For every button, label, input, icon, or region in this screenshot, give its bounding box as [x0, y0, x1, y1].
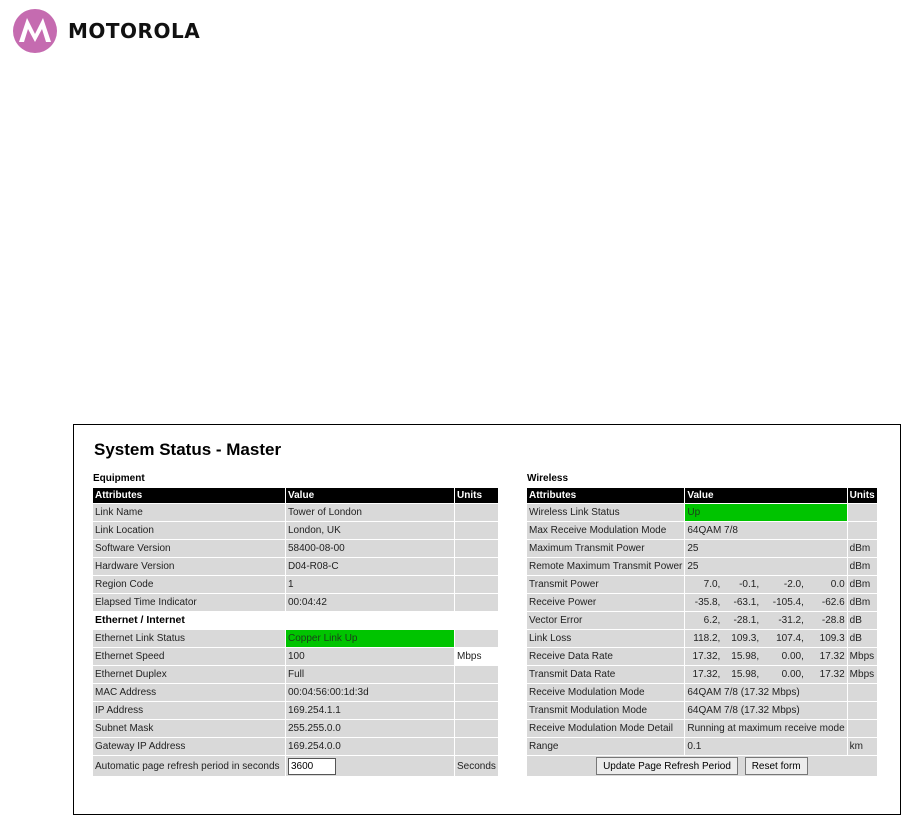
table-row: [93, 702, 498, 719]
table-row: [93, 522, 498, 539]
equipment-header-row: [93, 488, 498, 503]
unit-cell: [455, 738, 498, 755]
unit-cell: [455, 576, 498, 593]
value-vector-error: [685, 612, 846, 629]
table-row: [93, 576, 498, 593]
attr-gateway-ip: Gateway IP Address: [93, 738, 285, 755]
unit-transmit-power: dBm: [848, 576, 877, 593]
attr-link-location: Link Location: [93, 522, 285, 539]
attr-subnet-mask: Subnet Mask: [93, 720, 285, 737]
attr-link-loss: Link Loss: [527, 630, 684, 647]
attr-wireless-link-status: Wireless Link Status: [527, 504, 684, 521]
unit-cell: [848, 522, 877, 539]
unit-cell: [455, 558, 498, 575]
table-row: [527, 648, 877, 665]
attr-receive-data-rate: Receive Data Rate: [527, 648, 684, 665]
transmit-data-rate-min: 0.00,: [781, 669, 804, 680]
unit-cell: [455, 540, 498, 557]
unit-remote-max-transmit-power: dBm: [848, 558, 877, 575]
transmit-data-rate-latest: 17.32: [819, 669, 845, 680]
wireless-header-row: [527, 488, 877, 503]
value-max-receive-modulation: 64QAM 7/8: [685, 522, 846, 539]
unit-receive-power: dBm: [848, 594, 877, 611]
attr-ethernet-speed: Ethernet Speed: [93, 648, 285, 665]
attr-max-transmit-power: Maximum Transmit Power: [527, 540, 684, 557]
unit-vector-error: dB: [848, 612, 877, 629]
link-loss-mean: 109.3,: [731, 633, 760, 644]
value-software-version: 58400-08-00: [286, 540, 454, 557]
attr-transmit-data-rate: Transmit Data Rate: [527, 666, 684, 683]
wireless-column: [527, 471, 883, 777]
units-header: Units: [455, 488, 498, 503]
table-row: [93, 594, 498, 611]
attr-max-receive-modulation: Max Receive Modulation Mode: [527, 522, 684, 539]
ethernet-section-label: Ethernet / Internet: [93, 612, 498, 629]
table-row: [93, 738, 498, 755]
value-header: Value: [286, 488, 454, 503]
attr-region-code: Region Code: [93, 576, 285, 593]
value-remote-max-transmit-power: 25: [685, 558, 846, 575]
table-row: [93, 540, 498, 557]
refresh-period-unit: Seconds: [455, 756, 498, 776]
vector-error-max: 6.2,: [703, 615, 721, 626]
attr-software-version: Software Version: [93, 540, 285, 557]
ethernet-section-row: [93, 612, 498, 629]
value-receive-data-rate: [685, 648, 846, 665]
unit-cell: [455, 522, 498, 539]
value-link-name: Tower of London: [286, 504, 454, 521]
transmit-power-max: 7.0,: [703, 579, 721, 590]
value-elapsed-time: 00:04:42: [286, 594, 454, 611]
units-header: Units: [849, 490, 875, 501]
value-transmit-data-rate: [685, 666, 846, 683]
link-loss-min: 107.4,: [776, 633, 804, 644]
receive-data-rate-mean: 15.98,: [731, 651, 760, 662]
receive-data-rate-max: 17.32,: [692, 651, 721, 662]
link-loss-latest: 109.3: [819, 633, 845, 644]
table-row: [527, 504, 877, 521]
motorola-logo: [12, 8, 200, 54]
receive-power-latest: -62.6: [821, 597, 845, 608]
value-wireless-link-status: Up: [685, 504, 846, 521]
unit-cell: [848, 720, 877, 737]
refresh-period-cell: [286, 756, 454, 776]
transmit-data-rate-mean: 15.98,: [731, 669, 760, 680]
value-ethernet-duplex: Full: [286, 666, 454, 683]
attr-ethernet-duplex: Ethernet Duplex: [93, 666, 285, 683]
unit-range: km: [848, 738, 877, 755]
vector-error-latest: -28.8: [821, 615, 845, 626]
receive-power-mean: -63.1,: [733, 597, 760, 608]
table-row: [93, 630, 498, 647]
table-row: [527, 666, 877, 683]
value-max-transmit-power: 25: [685, 540, 846, 557]
value-ethernet-link-status: Copper Link Up: [286, 630, 454, 647]
table-row: [527, 720, 877, 737]
value-receive-power: [685, 594, 846, 611]
value-region-code: 1: [286, 576, 454, 593]
value-link-loss: [685, 630, 846, 647]
button-row: [527, 756, 877, 776]
receive-data-rate-latest: 17.32: [819, 651, 845, 662]
attr-link-name: Link Name: [93, 504, 285, 521]
button-cell: [527, 756, 877, 776]
update-refresh-period-button[interactable]: Update Page Refresh Period: [596, 757, 738, 775]
unit-cell: [455, 504, 498, 521]
table-row: [527, 522, 877, 539]
unit-cell: [455, 702, 498, 719]
value-gateway-ip: 169.254.0.0: [286, 738, 454, 755]
unit-cell: [848, 702, 877, 719]
motorola-batwing-icon: [12, 8, 58, 54]
attr-elapsed-time: Elapsed Time Indicator: [93, 594, 285, 611]
attr-transmit-modulation-mode: Transmit Modulation Mode: [527, 702, 684, 719]
value-receive-modulation-mode: 64QAM 7/8 (17.32 Mbps): [685, 684, 846, 701]
value-link-location: London, UK: [286, 522, 454, 539]
refresh-row: [93, 756, 498, 776]
refresh-period-input[interactable]: [288, 758, 336, 775]
unit-cell: [848, 504, 877, 521]
table-row: [93, 666, 498, 683]
receive-power-min: -105.4,: [772, 597, 804, 608]
system-status-panel: [73, 424, 901, 815]
table-row: [527, 558, 877, 575]
equipment-section-label: Equipment: [93, 473, 145, 484]
table-row: [527, 738, 877, 755]
attr-transmit-power: Transmit Power: [527, 576, 684, 593]
table-row: [93, 504, 498, 521]
attributes-header: Attributes: [527, 488, 684, 503]
unit-cell: [455, 630, 498, 647]
attr-remote-max-transmit-power: Remote Maximum Transmit Power: [527, 558, 684, 575]
attributes-header: Attributes: [93, 488, 285, 503]
unit-transmit-data-rate: Mbps: [848, 666, 877, 683]
value-ethernet-speed: 100: [286, 648, 454, 665]
link-loss-max: 118.2,: [693, 633, 721, 644]
table-row: [527, 630, 877, 647]
vector-error-min: -31.2,: [778, 615, 804, 626]
attr-hardware-version: Hardware Version: [93, 558, 285, 575]
table-row: [93, 720, 498, 737]
unit-max-transmit-power: dBm: [848, 540, 877, 557]
attr-ethernet-link-status: Ethernet Link Status: [93, 630, 285, 647]
unit-cell: [455, 720, 498, 737]
attr-receive-power: Receive Power: [527, 594, 684, 611]
table-row: [527, 540, 877, 557]
refresh-period-label: Automatic page refresh period in seconds: [93, 756, 285, 776]
attr-ip-address: IP Address: [93, 702, 285, 719]
wireless-section-label: Wireless: [527, 473, 569, 484]
transmit-power-latest: 0.0: [830, 579, 845, 590]
unit-link-loss: dB: [848, 630, 877, 647]
table-row: [527, 702, 877, 719]
value-subnet-mask: 255.255.0.0: [286, 720, 454, 737]
table-row: [527, 612, 877, 629]
unit-receive-data-rate: Mbps: [848, 648, 877, 665]
transmit-data-rate-max: 17.32,: [692, 669, 721, 680]
attr-range: Range: [527, 738, 684, 755]
table-row: [527, 684, 877, 701]
table-row: [93, 684, 498, 701]
brand-name: MOTOROLA: [68, 19, 201, 43]
value-header: Value: [685, 488, 846, 503]
equipment-table: [92, 487, 499, 777]
value-transmit-power: [685, 576, 846, 593]
unit-cell: [455, 684, 498, 701]
value-ip-address: 169.254.1.1: [286, 702, 454, 719]
table-row: [527, 594, 877, 611]
value-hardware-version: D04-R08-C: [286, 558, 454, 575]
unit-cell: [455, 666, 498, 683]
table-row: [93, 648, 498, 665]
attr-receive-modulation-mode: Receive Modulation Mode: [527, 684, 684, 701]
transmit-power-min: -2.0,: [783, 579, 804, 590]
attr-receive-modulation-detail: Receive Modulation Mode Detail: [527, 720, 684, 737]
table-row: [527, 576, 877, 593]
table-row: [93, 558, 498, 575]
receive-data-rate-min: 0.00,: [781, 651, 804, 662]
equipment-column: [93, 471, 510, 777]
value-transmit-modulation-mode: 64QAM 7/8 (17.32 Mbps): [685, 702, 846, 719]
unit-cell: [455, 594, 498, 611]
receive-power-max: -35.8,: [694, 597, 721, 608]
vector-error-mean: -28.1,: [733, 615, 760, 626]
unit-cell: [848, 684, 877, 701]
transmit-power-mean: -0.1,: [739, 579, 760, 590]
value-receive-modulation-detail: Running at maximum receive mode: [685, 720, 846, 737]
unit-ethernet-speed: Mbps: [455, 648, 498, 665]
value-range: 0.1: [685, 738, 846, 755]
attr-mac-address: MAC Address: [93, 684, 285, 701]
value-mac-address: 00:04:56:00:1d:3d: [286, 684, 454, 701]
reset-form-button[interactable]: Reset form: [745, 757, 808, 775]
attr-vector-error: Vector Error: [527, 612, 684, 629]
page-title: System Status - Master: [94, 440, 282, 459]
wireless-table: [526, 487, 878, 777]
